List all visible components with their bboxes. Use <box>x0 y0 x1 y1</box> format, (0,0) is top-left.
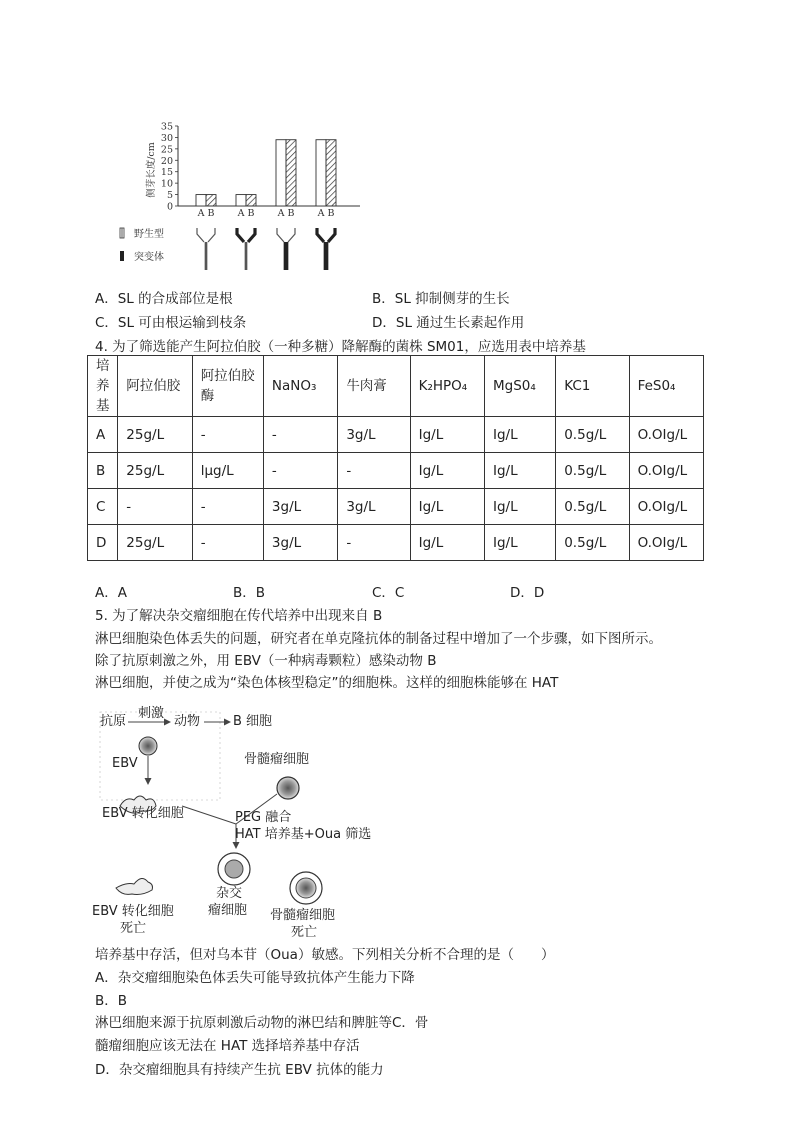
q4-option-d: D．D <box>510 585 545 601</box>
culture-medium-table <box>87 355 704 561</box>
table-cell: - <box>263 453 337 489</box>
graft-diagrams <box>197 228 335 270</box>
table-cell: - <box>263 417 337 453</box>
header-cell: K₂HPO₄ <box>410 356 484 417</box>
table-cell: 0.5g/L <box>556 525 629 561</box>
table-cell: 0.5g/L <box>556 453 629 489</box>
table-header-row <box>88 356 704 417</box>
graft-scion <box>197 228 215 242</box>
table-cell: Ig/L <box>410 453 484 489</box>
table-cell: - <box>192 417 263 453</box>
q4-option-b: B．B <box>233 585 266 601</box>
table-cell: 0.5g/L <box>556 489 629 525</box>
y-tick-label: 10 <box>160 178 173 190</box>
q5-line-5: 培养基中存活，但对乌本苷（Oua）敏感。下列相关分析不合理的是（ ） <box>95 947 555 963</box>
table-row <box>88 525 704 561</box>
y-tick-label: 30 <box>160 132 173 144</box>
label-animal: 动物 <box>174 714 201 729</box>
table-row <box>88 489 704 525</box>
header-cell: KC1 <box>556 356 629 417</box>
q5-line-4: 淋巴细胞，并使之成为“染色体核型稳定”的细胞株。这样的细胞株能够在 HAT <box>95 675 559 691</box>
bar-4-B <box>326 140 336 206</box>
legend-label-wild: 野生型 <box>134 229 164 240</box>
bar-1-B <box>206 195 216 206</box>
x-tick-label: A <box>277 208 285 219</box>
table-cell: lμg/L <box>192 453 263 489</box>
label-hybrid-1: 杂交 <box>216 886 243 901</box>
header-cell: NaNO₃ <box>263 356 337 417</box>
table-cell: - <box>338 453 410 489</box>
q5-line-3: 除了抗原刺激之外，用 EBV（一种病毒颗粒）感染动物 B <box>95 653 437 669</box>
label-hybrid-2: 瘤细胞 <box>208 903 248 918</box>
bar-2-A <box>236 195 246 206</box>
label-b-cell: B 细胞 <box>233 714 273 729</box>
y-tick-label: 20 <box>160 155 173 167</box>
q5-option-a: A．杂交瘤细胞染色体丢失可能导致抗体产生能力下降 <box>95 970 415 986</box>
q3-option-b: B．SL 抑制侧芽的生长 <box>372 291 510 307</box>
q3-option-a: A．SL 的合成部位是根 <box>95 291 233 307</box>
q5-line-1: 5. 为了解决杂交瘤细胞在传代培养中出现来自 B <box>95 608 383 624</box>
q5-option-b: B．B <box>95 993 128 1009</box>
table-cell: 3g/L <box>338 417 410 453</box>
header-cell: 阿拉伯胶 <box>118 356 192 417</box>
hybridoma-flow-diagram <box>92 706 382 946</box>
header-cell: 阿拉伯胶酶 <box>192 356 263 417</box>
bar-2-B <box>246 195 256 206</box>
y-tick-label: 15 <box>160 167 173 179</box>
x-tick-label: B <box>287 208 295 219</box>
q5-line-2: 淋巴细胞染色体丢失的问题，研究者在单克隆抗体的制备过程中增加了一个步骤，如下图所示。 <box>95 631 662 647</box>
y-tick-label: 0 <box>166 201 173 213</box>
label-myeloma: 骨髓瘤细胞 <box>244 752 310 767</box>
bar-3-A <box>276 140 286 206</box>
myeloma-cell-icon <box>277 777 299 799</box>
q5-option-c-cont: 髓瘤细胞应该无法在 HAT 选择培养基中存活 <box>95 1038 360 1054</box>
table-cell: - <box>192 489 263 525</box>
label-peg: PEG 融合 <box>235 810 292 825</box>
y-tick-label: 35 <box>160 121 173 133</box>
header-cell: 培养基 <box>88 356 118 417</box>
x-tick-label: B <box>327 208 335 219</box>
table-cell: Ig/L <box>485 453 556 489</box>
table-cell: 25g/L <box>118 525 192 561</box>
table-cell: 3g/L <box>338 489 410 525</box>
x-tick-label: B <box>207 208 215 219</box>
table-cell: A <box>88 417 118 453</box>
table-cell: 25g/L <box>118 417 192 453</box>
x-tick-label: A <box>237 208 245 219</box>
b-cell-icon <box>139 737 157 755</box>
q4-option-c: C．C <box>372 585 405 601</box>
table-cell: - <box>118 489 192 525</box>
table-cell: Ig/L <box>485 417 556 453</box>
y-tick-label: 5 <box>166 190 173 202</box>
graft-scion <box>317 228 335 242</box>
q5-option-b-cont: 淋巴细胞来源于抗原刺激后动物的淋巴结和脾脏等C．骨 <box>95 1015 429 1031</box>
chart-legend <box>120 227 164 263</box>
q4-option-a: A．A <box>95 585 127 601</box>
table-cell: 3g/L <box>263 489 337 525</box>
table-row <box>88 453 704 489</box>
label-myeloma-dead-1: 骨髓瘤细胞 <box>270 908 336 923</box>
table-cell: C <box>88 489 118 525</box>
table-cell: Ig/L <box>410 525 484 561</box>
label-stimulate: 刺激 <box>138 706 165 721</box>
x-tick-label: A <box>197 208 205 219</box>
label-ebv-dead-1: EBV 转化细胞 <box>92 904 174 919</box>
table-row <box>88 417 704 453</box>
dead-ebv-cell-icon <box>116 878 153 894</box>
label-ebv-transformed: EBV 转化细胞 <box>102 806 184 821</box>
legend-swatch-mutant <box>120 251 124 261</box>
table-cell: 3g/L <box>263 525 337 561</box>
chart-y-axis-label: 侧芽长度/cm <box>146 142 157 198</box>
table-cell: D <box>88 525 118 561</box>
header-cell: FeS0₄ <box>629 356 703 417</box>
bud-length-bar-chart <box>118 108 368 273</box>
table-cell: O.OIg/L <box>629 453 703 489</box>
table-cell: O.OIg/L <box>629 417 703 453</box>
table-cell: B <box>88 453 118 489</box>
table-cell: O.OIg/L <box>629 489 703 525</box>
label-hat: HAT 培养基+Oua 筛选 <box>235 827 372 842</box>
table-cell: 0.5g/L <box>556 417 629 453</box>
table-cell: Ig/L <box>410 489 484 525</box>
label-antigen: 抗原 <box>100 714 127 729</box>
q5-option-d: D．杂交瘤细胞具有持续产生抗 EBV 抗体的能力 <box>95 1062 384 1078</box>
bar-1-A <box>196 195 206 206</box>
bar-4-A <box>316 140 326 206</box>
label-ebv: EBV <box>112 756 138 771</box>
bar-3-B <box>286 140 296 206</box>
graft-scion <box>237 228 255 242</box>
x-tick-label: A <box>317 208 325 219</box>
graft-scion <box>277 228 295 242</box>
table-cell: Ig/L <box>410 417 484 453</box>
q3-option-c: C．SL 可由根运输到枝条 <box>95 315 247 331</box>
q3-option-d: D．SL 通过生长素起作用 <box>372 315 525 331</box>
label-ebv-dead-2: 死亡 <box>120 921 147 936</box>
table-cell: Ig/L <box>485 489 556 525</box>
table-cell: - <box>192 525 263 561</box>
label-myeloma-dead-2: 死亡 <box>291 925 318 940</box>
table-cell: - <box>338 525 410 561</box>
x-tick-label: B <box>247 208 255 219</box>
header-cell: 牛肉膏 <box>338 356 410 417</box>
table-cell: 25g/L <box>118 453 192 489</box>
legend-label-mutant: 突变体 <box>134 252 164 263</box>
y-tick-label: 25 <box>160 144 173 156</box>
table-cell: O.OIg/L <box>629 525 703 561</box>
table-cell: Ig/L <box>485 525 556 561</box>
header-cell: MgS0₄ <box>485 356 556 417</box>
q4-stem: 4. 为了筛选能产生阿拉伯胶（一种多糖）降解酶的菌株 SM01，应选用表中培养基 <box>95 339 586 355</box>
